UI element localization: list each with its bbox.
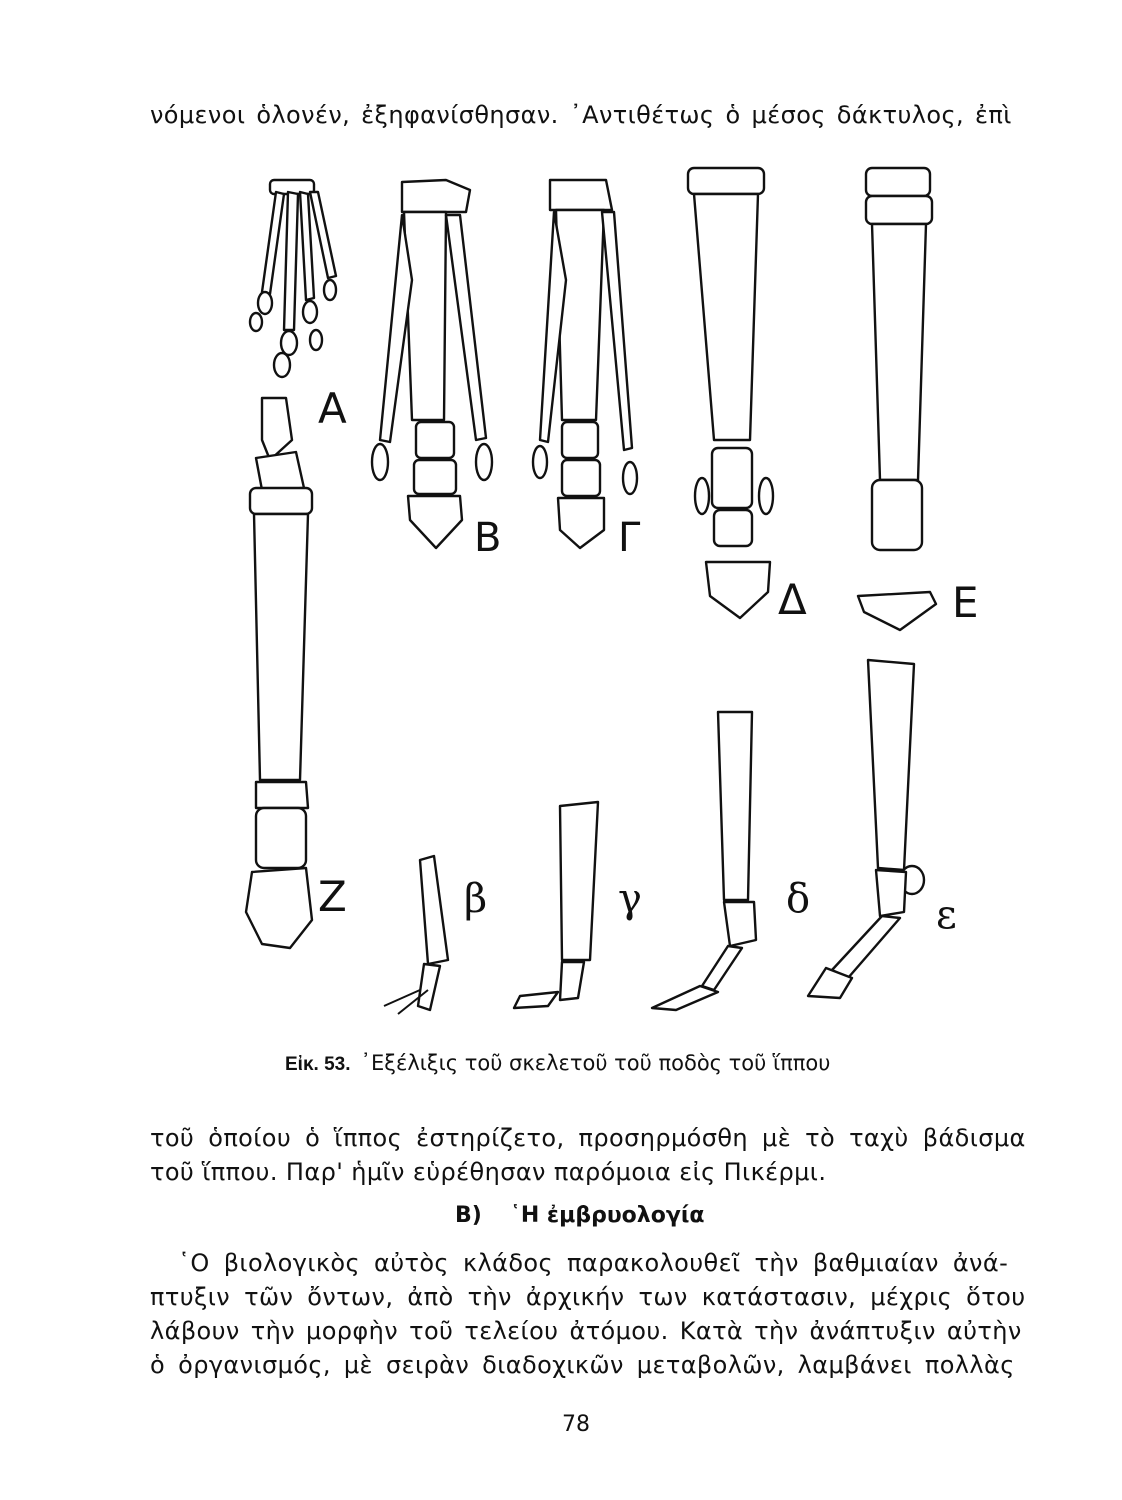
section-title: ῾Η ἐμβρυολογία [509,1203,705,1228]
label-delta-lower: δ [786,876,811,922]
foot-z-drawing [246,398,312,948]
leg-e-lower-drawing [808,660,924,998]
label-e: E [952,578,979,627]
text-line: ῾Ο βιολογικὸς αὐτὸς κλάδος παρακολουθεῖ τὴν βαθμιαίαν ἀνά- [178,1249,1009,1277]
section-heading [455,1203,705,1228]
label-z: Z [318,872,347,921]
foot-c-drawing [533,180,637,548]
figure-caption [285,1051,830,1076]
leg-b-lower-drawing [384,856,448,1014]
page-number: 78 [562,1412,590,1437]
foot-a-drawing [250,180,336,377]
text-line: τοῦ ἵππου. Παρ' ἡμῖν εὑρέθησαν παρόμοια εἰς Πικέρμι. [150,1158,827,1186]
label-gamma-lower: γ [618,876,642,922]
label-beta: β [464,876,488,922]
text-line-top: νόμενοι ὁλονέν, ἐξηφανίσθησαν. ᾿Αντιθέτως ὁ μέσος δάκτυλος, ἐπὶ [150,101,1012,129]
label-a: A [318,384,347,433]
label-epsilon-lower: ε [936,892,957,938]
leg-c-lower-drawing [514,802,598,1008]
foot-e-drawing [858,168,936,630]
caption-number: Εἰκ. 53. [285,1054,351,1075]
foot-d-drawing [688,168,773,618]
text-line: ὁ ὀργανισμός, μὲ σειρὰν διαδοχικῶν μεταβολῶν, λαμβάνει πολλὰς [150,1351,1015,1379]
section-letter: B) [455,1203,482,1228]
text-line: λάβουν τὴν μορφὴν τοῦ τελείου ἀτόμου. Κατὰ τὴν ἀνάπτυξιν αὐτὴν [150,1317,1022,1345]
foot-b-drawing [372,180,492,548]
text-line: πτυξιν τῶν ὄντων, ἀπὸ τὴν ἀρχικήν των κατάστασιν, μέχρις ὅτου [150,1283,1026,1311]
label-gamma: Γ [618,515,641,561]
leg-d-lower-drawing [652,712,756,1010]
label-delta: Δ [778,575,807,624]
caption-text: ᾿Εξέλιξις τοῦ σκελετοῦ τοῦ ποδὸς τοῦ ἵππου [360,1051,831,1075]
label-b: B [474,515,502,561]
text-line: τοῦ ὁποίου ὁ ἵππος ἐστηρίζετο, προσηρμόσθη μὲ τὸ ταχὺ βάδισμα [150,1124,1026,1152]
